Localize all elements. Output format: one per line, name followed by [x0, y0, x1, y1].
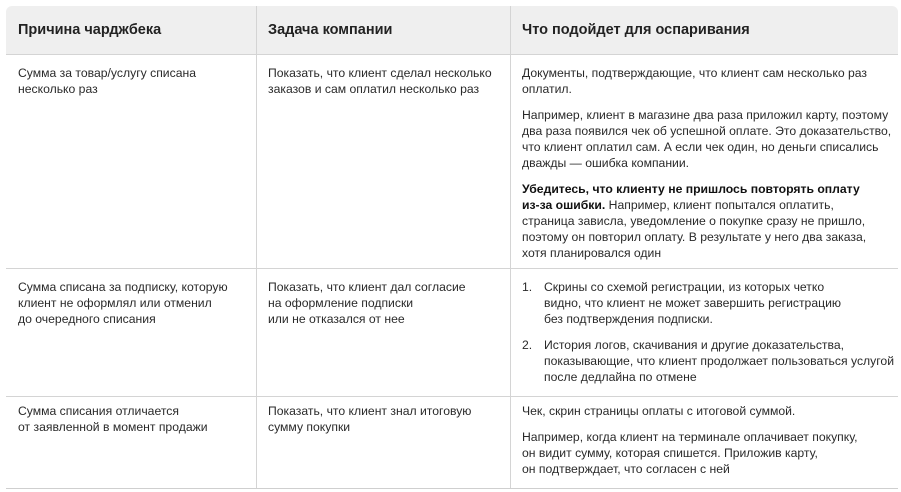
- text-line: Документы, подтверждающие, что клиент сам несколько раз: [522, 66, 868, 80]
- text-line: два раза появился чек об успешной оплате. Это доказательство,: [522, 124, 892, 138]
- header-reason: Причина чарджбека: [18, 22, 162, 38]
- column-divider: [256, 6, 257, 488]
- row2-task: [268, 279, 504, 327]
- row2-reason: [18, 279, 248, 327]
- text-line: Например, когда клиент на терминале оплачивает покупку,: [522, 430, 858, 444]
- row-divider: [6, 54, 898, 55]
- table-header-row: [6, 6, 898, 54]
- text-line: или не отказался от нее: [268, 312, 405, 326]
- text-line: от заявленной в момент продажи: [18, 420, 208, 434]
- text-line: Показать, что клиент дал согласие: [268, 280, 466, 294]
- row2-evidence: [522, 279, 894, 385]
- list-number: 1.: [522, 280, 533, 294]
- text-line: Чек, скрин страницы оплаты с итоговой суммой.: [522, 404, 796, 418]
- header-task: Задача компании: [268, 22, 393, 38]
- chargeback-table: [6, 6, 898, 489]
- text-line: клиент не оформлял или отменил: [18, 296, 212, 310]
- text-line: Сумма списана за подписку, которую: [18, 280, 228, 294]
- row-divider: [6, 268, 898, 269]
- row1-reason: [18, 65, 248, 97]
- evidence-paragraph: [522, 403, 894, 419]
- evidence-paragraph: [522, 429, 894, 477]
- row3-task: [268, 403, 504, 435]
- text-line: на оформление подписки: [268, 296, 414, 310]
- text-line: что клиент оплатил сам. А если чек один, но деньги списались: [522, 140, 879, 154]
- row3-reason: [18, 403, 248, 435]
- text: Например, клиент попытался оплатить,: [605, 198, 834, 212]
- row-divider: [6, 396, 898, 397]
- text-line: заказов и сам оплатил несколько раз: [268, 82, 480, 96]
- text-line: Показать, что клиент знал итоговую: [268, 404, 472, 418]
- text-line: он подтверждает, что согласен с ней: [522, 462, 730, 476]
- text-line: Сумма за товар/услугу списана: [18, 66, 196, 80]
- list-item: [522, 279, 894, 327]
- text-line: сумму покупки: [268, 420, 351, 434]
- text-line: Скрины со схемой регистрации, из которых четко: [544, 280, 825, 294]
- header-evidence: Что подойдет для оспаривания: [522, 22, 750, 38]
- text-line: до очередного списания: [18, 312, 156, 326]
- text-line: страница зависла, уведомление о покупке сразу не пришло,: [522, 214, 866, 228]
- text-line: поэтому он повторил оплату. В результате у него два заказа,: [522, 230, 867, 244]
- text-line: несколько раз: [18, 82, 98, 96]
- row1-evidence: [522, 65, 894, 261]
- text-line: Сумма списания отличается: [18, 404, 179, 418]
- text-line: Например, клиент в магазине два раза приложил карту, поэтому: [522, 108, 889, 122]
- text-line: видно, что клиент не может завершить регистрацию: [544, 296, 842, 310]
- text-line: без подтверждения подписки.: [544, 312, 713, 326]
- bold-text: из-за ошибки.: [522, 198, 606, 212]
- evidence-paragraph: [522, 107, 894, 171]
- list-number: 2.: [522, 338, 533, 352]
- text-line: оплатил.: [522, 82, 572, 96]
- column-divider: [510, 6, 511, 488]
- bold-text-line: Убедитесь, что клиенту не пришлось повторять оплату: [522, 182, 860, 196]
- text-line: Показать, что клиент сделал несколько: [268, 66, 492, 80]
- text-line: дважды — ошибка компании.: [522, 156, 690, 170]
- evidence-paragraph: [522, 181, 894, 261]
- text-line: История логов, скачивания и другие доказательства,: [544, 338, 845, 352]
- text-line: он видит сумму, которая спишется. Приложив карту,: [522, 446, 818, 460]
- text-line: хотя планировался один: [522, 246, 662, 260]
- list-item: [522, 337, 894, 385]
- text-line: показывающие, что клиент продолжает пользоваться услугой: [544, 354, 895, 368]
- text-line: после дедлайна по отмене: [544, 370, 697, 384]
- row1-task: [268, 65, 504, 97]
- row3-evidence: [522, 403, 894, 477]
- evidence-paragraph: [522, 65, 894, 97]
- evidence-list: [522, 279, 894, 385]
